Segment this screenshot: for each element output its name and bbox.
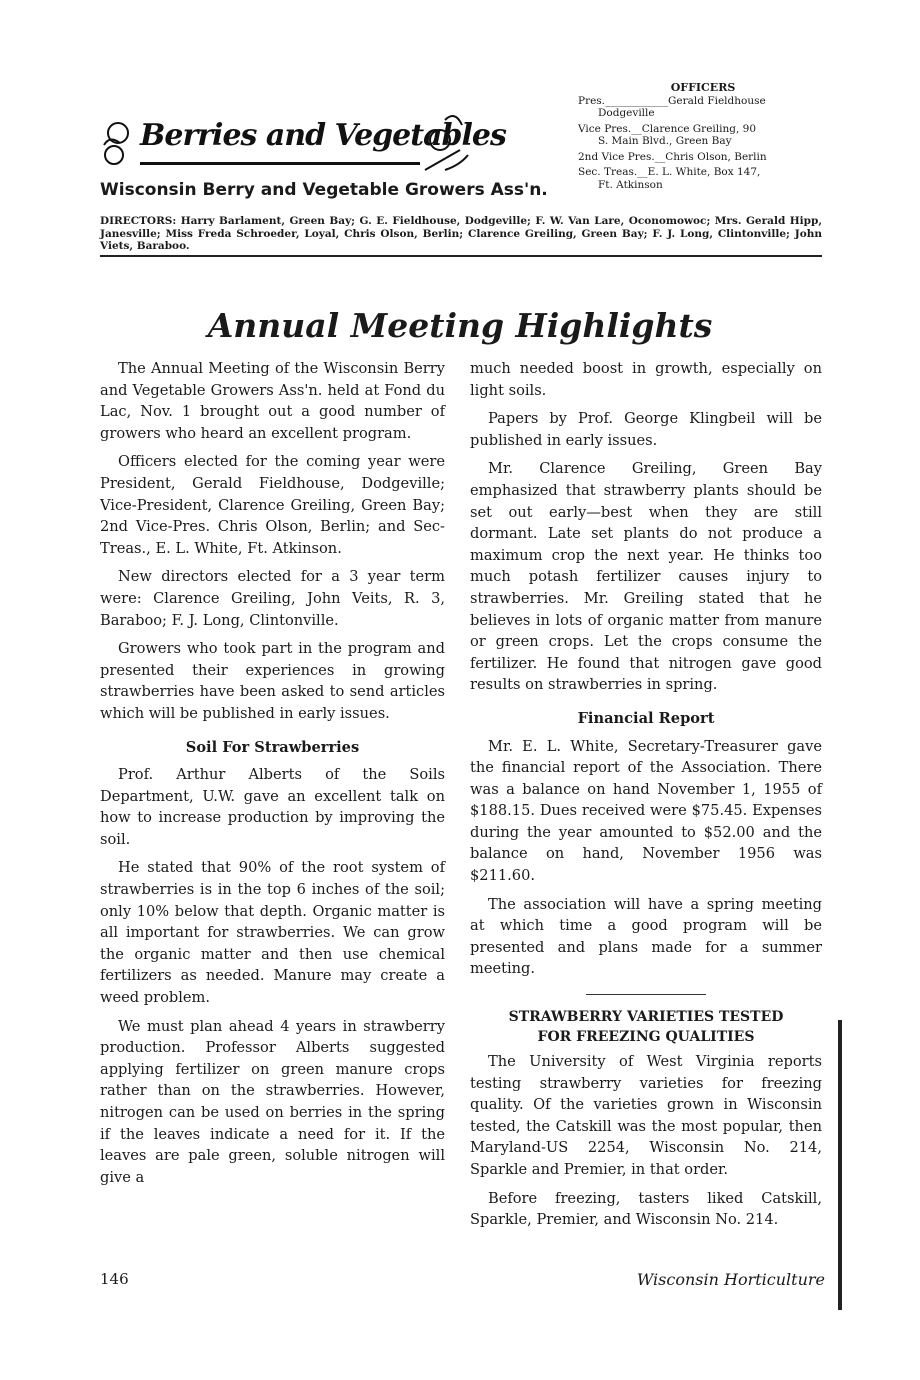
officer-line: Dodgeville [598,107,655,119]
paragraph: The association will have a spring meeting at which time a good program will be presented and plans made for a summer meeting. [470,895,822,978]
logo-underline [140,162,420,165]
paragraph: Growers who took part in the program and presented their experiences in growing strawberries have been asked to send articles which will be published in early issues. [100,640,445,722]
vegetables-illustration-icon [420,110,470,175]
paragraph: Officers elected for the coming year were President, Gerald Fieldhouse, Dodgeville; Vice-President, Clarence Greiling, Green Bay; 2nd Vice-Pres. Chris Olson, Berlin; and Sec-Treas., E. L. White, Ft. Atkinson. [100,453,445,557]
officer-line: Sec. Treas.__E. L. White, Box 147, [578,166,761,178]
officer-president [578,95,828,120]
right-column [470,358,822,1238]
paragraph: The Annual Meeting of the Wisconsin Berry and Vegetable Growers Ass'n. held at Fond du Lac, Nov. 1 brought out a good number of growers who heard an excellent program. [100,360,445,442]
officer-2nd-vice-president [578,151,828,164]
paragraph: New directors elected for a 3 year term were: Clarence Greiling, John Veits, R. 3, Baraboo; F. J. Long, Clintonville. [100,568,445,629]
paragraph: Mr. Clarence Greiling, Green Bay emphasized that strawberry plants should be set out early—best when they are still dormant. Late set plants do not produce a maximum crop the next year. He thinks too much potash fertilizer causes injury to strawberries. Mr. Greiling stated that he believes in lots of organic matter from manure or green crops. Let the crops consume the fertilizer. He found that nitrogen gave good results on strawberries in spring. [470,460,822,694]
section-heading-financial: Financial Report [577,709,715,727]
officer-vice-president [578,123,828,148]
officers-heading: OFFICERS [670,81,736,94]
association-name: Wisconsin Berry and Vegetable Growers Ass'n. [100,180,548,200]
paragraph: The University of West Virginia reports testing strawberry varieties for freezing quality. Of the varieties grown in Wisconsin tested, the Catskill was the most popular, then Maryland-US 2254, Wisconsin No. 214, Sparkle and Premier, in that order. [470,1053,822,1178]
paragraph: We must plan ahead 4 years in strawberry production. Professor Alberts suggested applying fertilizer on green manure crops rather than on the strawberries. However, nitrogen can be used on berries in the spring if the leaves indicate a need for it. If the leaves are pale green, soluble nitrogen will give a [100,1017,445,1186]
berries-illustration-icon [100,115,140,175]
scan-edge [838,1020,842,1310]
header-divider [100,255,822,257]
officer-line: Ft. Atkinson [598,178,663,191]
section-heading-soil: Soil For Strawberries [185,738,360,756]
paragraph: Mr. E. L. White, Secretary-Treasurer gave the financial report of the Association. There was a balance on hand November 1, 1955 of $188.15. Dues received were $75.45. Expenses during the year amounted to $52.00 and the balance on hand, November 1956 was $211.60. [470,737,822,885]
officer-line: Pres.____________Gerald Fieldhouse [578,94,766,107]
officer-line: Vice Pres.__Clarence Greiling, 90 [578,122,757,135]
paragraph: Papers by Prof. George Klingbeil will be published in early issues. [470,410,822,449]
left-column [100,358,445,1195]
directors-list: DIRECTORS: Harry Barlament, Green Bay; G. E. Fieldhouse, Dodgeville; F. W. Van Lare, Oconomowoc; Mrs. Gerald Hipp, Janesville; Miss Freda Schroeder, Loyal, Chris Olson, Berlin; Clarence Greiling, Green Bay; F. J. Long, Clintonville; John Viets, Baraboo. [100,215,822,252]
section-divider [586,994,706,995]
publication-name: Wisconsin Horticulture [636,1270,825,1289]
article-title: Annual Meeting Highlights [207,306,713,345]
paragraph: much needed boost in growth, especially on light soils. [470,360,822,399]
paragraph: He stated that 90% of the root system of strawberries is in the top 6 inches of the soil; only 10% below that depth. Organic matter is all important for strawberries. We can grow the organic matter and then use chemical fertilizers as needed. Manure may create a weed problem. [100,859,445,1007]
officer-line: S. Main Blvd., Green Bay [598,135,732,147]
paragraph: Before freezing, tasters liked Catskill, Sparkle, Premier, and Wisconsin No. 214. [470,1189,822,1229]
logo-text: Berries and Vegetables [140,118,506,153]
masthead-logo [100,110,506,180]
paragraph: Prof. Arthur Alberts of the Soils Department, U.W. gave an excellent talk on how to increase production by improving the soil. [100,766,445,848]
section-heading-strawberry [470,1007,822,1047]
officer-secretary-treasurer [578,166,828,191]
page-number: 146 [100,1270,129,1288]
officers-box [578,82,828,194]
heading-line: FOR FREEZING QUALITIES [537,1029,755,1046]
heading-line: STRAWBERRY VARIETIES TESTED [508,1009,784,1026]
officer-line: 2nd Vice Pres.__Chris Olson, Berlin [578,150,767,163]
